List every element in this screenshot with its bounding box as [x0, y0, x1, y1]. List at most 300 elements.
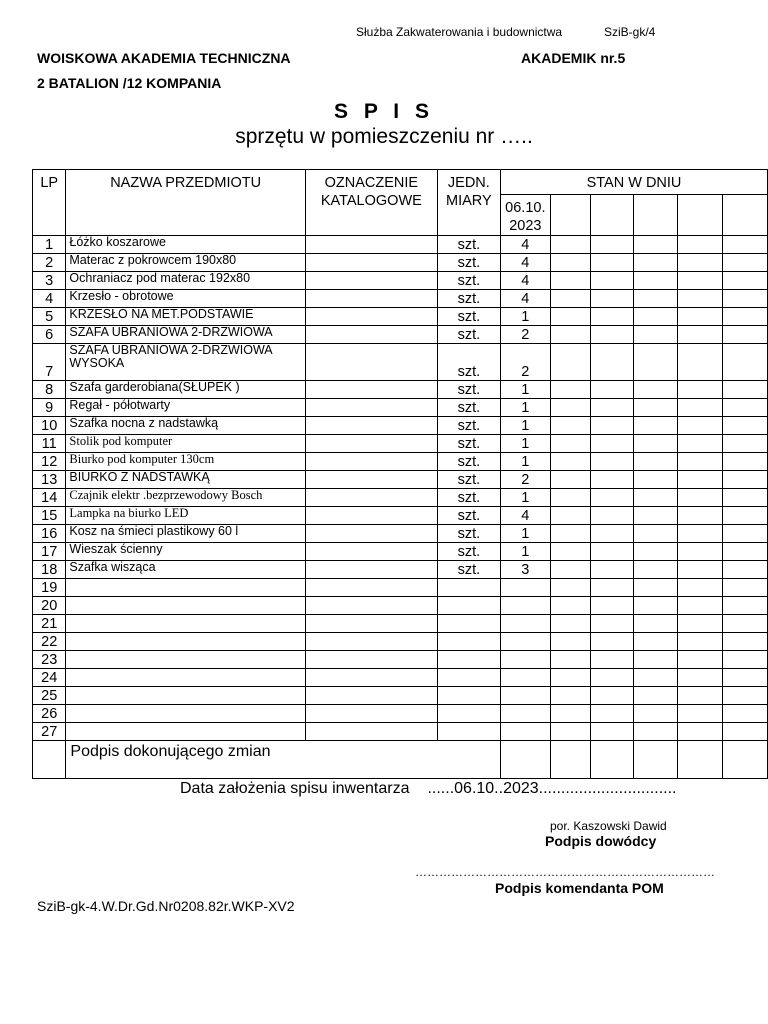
row-catalog	[305, 633, 437, 651]
row-status-cell	[634, 254, 677, 272]
row-catalog	[305, 290, 437, 308]
row-quantity	[501, 633, 551, 651]
row-status-cell	[591, 543, 634, 561]
row-status-cell	[550, 579, 590, 597]
row-status-cell	[677, 723, 722, 741]
inventory-date-value: ......06.10..2023...............................	[427, 780, 677, 797]
row-item-name: Czajnik elektr .bezprzewodowy Bosch	[66, 489, 306, 507]
row-status-cell	[550, 326, 590, 344]
row-status-cell	[722, 471, 767, 489]
inventory-table	[32, 169, 768, 779]
row-status-cell	[634, 651, 677, 669]
row-status-cell	[550, 525, 590, 543]
row-status-cell	[634, 489, 677, 507]
row-item-name: Ochraniacz pod materac 192x80	[66, 272, 306, 290]
table-row	[33, 417, 768, 435]
document-title: S P I S	[334, 100, 434, 123]
row-lp: 18	[33, 561, 66, 579]
row-unit: szt.	[437, 543, 500, 561]
row-catalog	[305, 579, 437, 597]
row-status-cell	[591, 579, 634, 597]
row-item-name: Biurko pod komputer 130cm	[66, 453, 306, 471]
row-catalog	[305, 507, 437, 525]
row-lp: 11	[33, 435, 66, 453]
row-status-cell	[550, 272, 590, 290]
row-catalog	[305, 471, 437, 489]
row-status-cell	[591, 597, 634, 615]
row-item-name: Stolik pod komputer	[66, 435, 306, 453]
row-catalog	[305, 399, 437, 417]
row-status-cell	[550, 705, 590, 723]
row-lp: 1	[33, 236, 66, 254]
row-item-name	[66, 651, 306, 669]
row-status-cell	[591, 723, 634, 741]
row-lp: 12	[33, 453, 66, 471]
row-catalog	[305, 417, 437, 435]
table-row	[33, 561, 768, 579]
row-status-cell	[722, 236, 767, 254]
row-status-cell	[677, 435, 722, 453]
row-item-name	[66, 669, 306, 687]
table-row	[33, 254, 768, 272]
row-item-name: Szafka nocna z nadstawką	[66, 417, 306, 435]
row-status-cell	[722, 723, 767, 741]
row-unit: szt.	[437, 308, 500, 326]
table-row	[33, 489, 768, 507]
row-status-cell	[677, 344, 722, 381]
row-status-cell	[677, 525, 722, 543]
row-catalog	[305, 651, 437, 669]
row-status-cell	[722, 489, 767, 507]
row-status-cell	[550, 290, 590, 308]
row-status-cell	[634, 507, 677, 525]
row-status-cell	[677, 308, 722, 326]
row-unit	[437, 669, 500, 687]
table-row	[33, 579, 768, 597]
header-date-empty	[677, 195, 722, 236]
change-signature-label: Podpis dokonującego zmian	[66, 741, 501, 779]
row-item-name	[66, 579, 306, 597]
row-status-cell	[591, 705, 634, 723]
row-status-cell	[550, 723, 590, 741]
row-status-cell	[634, 597, 677, 615]
row-status-cell	[591, 435, 634, 453]
komendant-signature-line: …………………………………………………………………	[415, 865, 715, 879]
row-status-cell	[591, 326, 634, 344]
row-status-cell	[677, 290, 722, 308]
row-status-cell	[591, 669, 634, 687]
row-status-cell	[677, 687, 722, 705]
row-status-cell	[722, 561, 767, 579]
inventory-date-line	[180, 780, 676, 798]
row-quantity: 4	[501, 254, 551, 272]
row-unit: szt.	[437, 507, 500, 525]
row-item-name: KRZESŁO NA MET.PODSTAWIE	[66, 308, 306, 326]
table-row	[33, 633, 768, 651]
row-status-cell	[722, 435, 767, 453]
row-status-cell	[550, 687, 590, 705]
row-catalog	[305, 705, 437, 723]
table-row	[33, 381, 768, 399]
row-item-name: Szafa garderobiana(SŁUPEK )	[66, 381, 306, 399]
row-lp: 13	[33, 471, 66, 489]
row-unit: szt.	[437, 417, 500, 435]
row-catalog	[305, 326, 437, 344]
row-status-cell	[550, 471, 590, 489]
inventory-date-label: Data założenia spisu inwentarza	[180, 780, 410, 797]
row-item-name: Materac z pokrowcem 190x80	[66, 254, 306, 272]
row-status-cell	[550, 417, 590, 435]
row-status-cell	[722, 597, 767, 615]
table-row	[33, 543, 768, 561]
row-unit: szt.	[437, 272, 500, 290]
row-unit: szt.	[437, 399, 500, 417]
row-status-cell	[677, 272, 722, 290]
row-lp: 9	[33, 399, 66, 417]
table-row	[33, 308, 768, 326]
row-quantity: 1	[501, 399, 551, 417]
row-status-cell	[634, 236, 677, 254]
row-unit: szt.	[437, 326, 500, 344]
row-unit: szt.	[437, 471, 500, 489]
row-status-cell	[591, 272, 634, 290]
row-status-cell	[634, 525, 677, 543]
row-quantity	[501, 705, 551, 723]
row-catalog	[305, 344, 437, 381]
row-status-cell	[591, 489, 634, 507]
row-status-cell	[722, 326, 767, 344]
row-quantity: 4	[501, 236, 551, 254]
row-catalog	[305, 543, 437, 561]
row-status-cell	[722, 543, 767, 561]
row-lp: 10	[33, 417, 66, 435]
row-status-cell	[634, 669, 677, 687]
row-item-name	[66, 687, 306, 705]
row-status-cell	[591, 561, 634, 579]
table-row	[33, 651, 768, 669]
row-status-cell	[550, 561, 590, 579]
row-status-cell	[550, 236, 590, 254]
row-lp: 2	[33, 254, 66, 272]
row-unit	[437, 651, 500, 669]
table-row	[33, 236, 768, 254]
row-status-cell	[677, 705, 722, 723]
row-lp: 20	[33, 597, 66, 615]
row-quantity	[501, 579, 551, 597]
row-status-cell	[591, 651, 634, 669]
row-lp: 16	[33, 525, 66, 543]
unit-name: 2 BATALION /12 KOMPANIA	[37, 75, 222, 91]
row-status-cell	[591, 399, 634, 417]
row-unit	[437, 579, 500, 597]
row-unit	[437, 723, 500, 741]
row-item-name: SZAFA UBRANIOWA 2-DRZWIOWA	[66, 326, 306, 344]
row-status-cell	[591, 344, 634, 381]
row-item-name: Regał - półotwarty	[66, 399, 306, 417]
row-lp: 24	[33, 669, 66, 687]
row-quantity: 2	[501, 344, 551, 381]
row-item-name: Łóżko koszarowe	[66, 236, 306, 254]
row-status-cell	[550, 453, 590, 471]
row-quantity	[501, 615, 551, 633]
row-unit: szt.	[437, 489, 500, 507]
row-catalog	[305, 381, 437, 399]
signature-cell[interactable]	[634, 741, 677, 779]
row-unit: szt.	[437, 381, 500, 399]
table-row	[33, 453, 768, 471]
row-lp: 4	[33, 290, 66, 308]
row-status-cell	[634, 705, 677, 723]
header-date-empty	[634, 195, 677, 236]
row-status-cell	[677, 561, 722, 579]
row-status-cell	[677, 579, 722, 597]
row-status-cell	[634, 417, 677, 435]
row-status-cell	[591, 471, 634, 489]
row-quantity: 1	[501, 543, 551, 561]
row-quantity: 4	[501, 290, 551, 308]
row-status-cell	[550, 615, 590, 633]
row-status-cell	[591, 381, 634, 399]
table-row	[33, 344, 768, 381]
row-status-cell	[634, 561, 677, 579]
row-status-cell	[722, 615, 767, 633]
row-item-name: Kosz na śmieci plastikowy 60 l	[66, 525, 306, 543]
row-status-cell	[591, 507, 634, 525]
row-unit	[437, 705, 500, 723]
row-status-cell	[722, 525, 767, 543]
row-status-cell	[550, 381, 590, 399]
row-quantity: 1	[501, 417, 551, 435]
row-status-cell	[634, 453, 677, 471]
row-item-name	[66, 615, 306, 633]
row-status-cell	[722, 453, 767, 471]
row-status-cell	[722, 381, 767, 399]
row-lp: 7	[33, 344, 66, 381]
row-unit: szt.	[437, 453, 500, 471]
row-unit: szt.	[437, 561, 500, 579]
row-lp: 25	[33, 687, 66, 705]
row-item-name	[66, 723, 306, 741]
row-status-cell	[722, 579, 767, 597]
row-status-cell	[591, 633, 634, 651]
row-status-cell	[591, 308, 634, 326]
row-catalog	[305, 236, 437, 254]
row-status-cell	[677, 254, 722, 272]
signature-cell[interactable]	[677, 741, 722, 779]
header-lp: LP	[33, 170, 66, 236]
row-status-cell	[722, 507, 767, 525]
row-status-cell	[591, 290, 634, 308]
row-lp: 23	[33, 651, 66, 669]
row-item-name	[66, 705, 306, 723]
row-status-cell	[722, 417, 767, 435]
komendant-signature-label: Podpis komendanta POM	[495, 880, 664, 896]
row-status-cell	[634, 308, 677, 326]
signature-row-lp	[33, 741, 66, 779]
row-item-name: Krzesło - obrotowe	[66, 290, 306, 308]
row-status-cell	[634, 615, 677, 633]
row-status-cell	[550, 489, 590, 507]
row-unit	[437, 615, 500, 633]
row-lp: 19	[33, 579, 66, 597]
row-status-cell	[634, 543, 677, 561]
row-status-cell	[550, 543, 590, 561]
row-status-cell	[677, 489, 722, 507]
signature-cell[interactable]	[550, 741, 590, 779]
row-catalog	[305, 435, 437, 453]
row-status-cell	[634, 381, 677, 399]
row-catalog	[305, 272, 437, 290]
row-unit	[437, 633, 500, 651]
row-catalog	[305, 669, 437, 687]
row-item-name	[66, 633, 306, 651]
table-row	[33, 326, 768, 344]
row-quantity: 1	[501, 453, 551, 471]
row-status-cell	[634, 579, 677, 597]
row-quantity: 1	[501, 435, 551, 453]
row-catalog	[305, 615, 437, 633]
row-status-cell	[722, 687, 767, 705]
row-item-name	[66, 597, 306, 615]
table-row	[33, 471, 768, 489]
row-status-cell	[591, 615, 634, 633]
commander-name: por. Kaszowski Dawid	[550, 819, 667, 833]
row-status-cell	[550, 308, 590, 326]
row-lp: 8	[33, 381, 66, 399]
row-status-cell	[550, 344, 590, 381]
header-unit: JEDN. MIARY	[437, 170, 500, 236]
row-status-cell	[677, 543, 722, 561]
row-lp: 6	[33, 326, 66, 344]
row-status-cell	[677, 597, 722, 615]
row-status-cell	[677, 381, 722, 399]
commander-signature-label: Podpis dowódcy	[545, 833, 657, 849]
header-item-name: NAZWA PRZEDMIOTU	[66, 170, 306, 236]
row-quantity: 4	[501, 507, 551, 525]
row-status-cell	[677, 417, 722, 435]
row-catalog	[305, 308, 437, 326]
row-unit: szt.	[437, 435, 500, 453]
row-lp: 14	[33, 489, 66, 507]
row-quantity	[501, 597, 551, 615]
signature-cell[interactable]	[501, 741, 551, 779]
row-status-cell	[677, 453, 722, 471]
row-status-cell	[634, 687, 677, 705]
row-status-cell	[634, 633, 677, 651]
row-status-cell	[550, 435, 590, 453]
row-status-cell	[550, 254, 590, 272]
row-status-cell	[550, 669, 590, 687]
row-status-cell	[591, 687, 634, 705]
row-unit	[437, 597, 500, 615]
organization-name: WOISKOWA AKADEMIA TECHNICZNA	[37, 50, 291, 66]
row-quantity: 1	[501, 525, 551, 543]
table-row	[33, 687, 768, 705]
row-quantity	[501, 687, 551, 705]
row-catalog	[305, 453, 437, 471]
table-row	[33, 399, 768, 417]
header-date: 06.10. 2023	[501, 195, 551, 236]
signature-cell[interactable]	[591, 741, 634, 779]
row-status-cell	[722, 651, 767, 669]
row-lp: 21	[33, 615, 66, 633]
row-catalog	[305, 525, 437, 543]
row-status-cell	[722, 669, 767, 687]
row-catalog	[305, 489, 437, 507]
row-quantity	[501, 651, 551, 669]
table-row	[33, 507, 768, 525]
header-date-empty	[591, 195, 634, 236]
header-catalog: OZNACZENIE KATALOGOWE	[305, 170, 437, 236]
row-status-cell	[634, 435, 677, 453]
row-quantity	[501, 669, 551, 687]
row-status-cell	[591, 525, 634, 543]
row-status-cell	[634, 272, 677, 290]
row-item-name: SZAFA UBRANIOWA 2-DRZWIOWA WYSOKA	[66, 344, 306, 381]
row-item-name: Wieszak ścienny	[66, 543, 306, 561]
service-name: Służba Zakwaterowania i budownictwa	[356, 25, 563, 39]
row-lp: 5	[33, 308, 66, 326]
row-lp: 3	[33, 272, 66, 290]
row-lp: 17	[33, 543, 66, 561]
row-status-cell	[722, 272, 767, 290]
row-catalog	[305, 687, 437, 705]
footer-code: SziB-gk-4.W.Dr.Gd.Nr0208.82r.WKP-XV2	[37, 898, 295, 914]
row-status-cell	[634, 326, 677, 344]
table-row	[33, 705, 768, 723]
row-item-name: BIURKO Z NADSTAWKĄ	[66, 471, 306, 489]
row-status-cell	[677, 615, 722, 633]
row-status-cell	[722, 308, 767, 326]
row-status-cell	[550, 399, 590, 417]
row-status-cell	[677, 471, 722, 489]
header-date-empty	[550, 195, 590, 236]
table-row	[33, 435, 768, 453]
table-row	[33, 669, 768, 687]
table-row	[33, 615, 768, 633]
row-status-cell	[722, 399, 767, 417]
dormitory-number: AKADEMIK nr.5	[521, 50, 626, 66]
row-status-cell	[677, 507, 722, 525]
table-row	[33, 272, 768, 290]
row-status-cell	[722, 254, 767, 272]
row-status-cell	[677, 633, 722, 651]
row-status-cell	[634, 290, 677, 308]
row-item-name: Szafka wisząca	[66, 561, 306, 579]
row-unit: szt.	[437, 525, 500, 543]
row-catalog	[305, 254, 437, 272]
row-status-cell	[677, 236, 722, 254]
row-unit: szt.	[437, 236, 500, 254]
row-unit: szt.	[437, 290, 500, 308]
row-status-cell	[591, 236, 634, 254]
row-lp: 15	[33, 507, 66, 525]
document-subtitle: sprzętu w pomieszczeniu nr …..	[235, 125, 533, 148]
row-catalog	[305, 597, 437, 615]
row-status-cell	[722, 705, 767, 723]
row-quantity: 1	[501, 308, 551, 326]
row-unit: szt.	[437, 254, 500, 272]
row-status-cell	[722, 290, 767, 308]
signature-cell[interactable]	[722, 741, 767, 779]
form-code: SziB-gk/4	[604, 25, 656, 39]
row-quantity: 4	[501, 272, 551, 290]
row-status-cell	[634, 399, 677, 417]
row-quantity: 1	[501, 381, 551, 399]
row-lp: 27	[33, 723, 66, 741]
row-status-cell	[550, 507, 590, 525]
row-quantity: 3	[501, 561, 551, 579]
